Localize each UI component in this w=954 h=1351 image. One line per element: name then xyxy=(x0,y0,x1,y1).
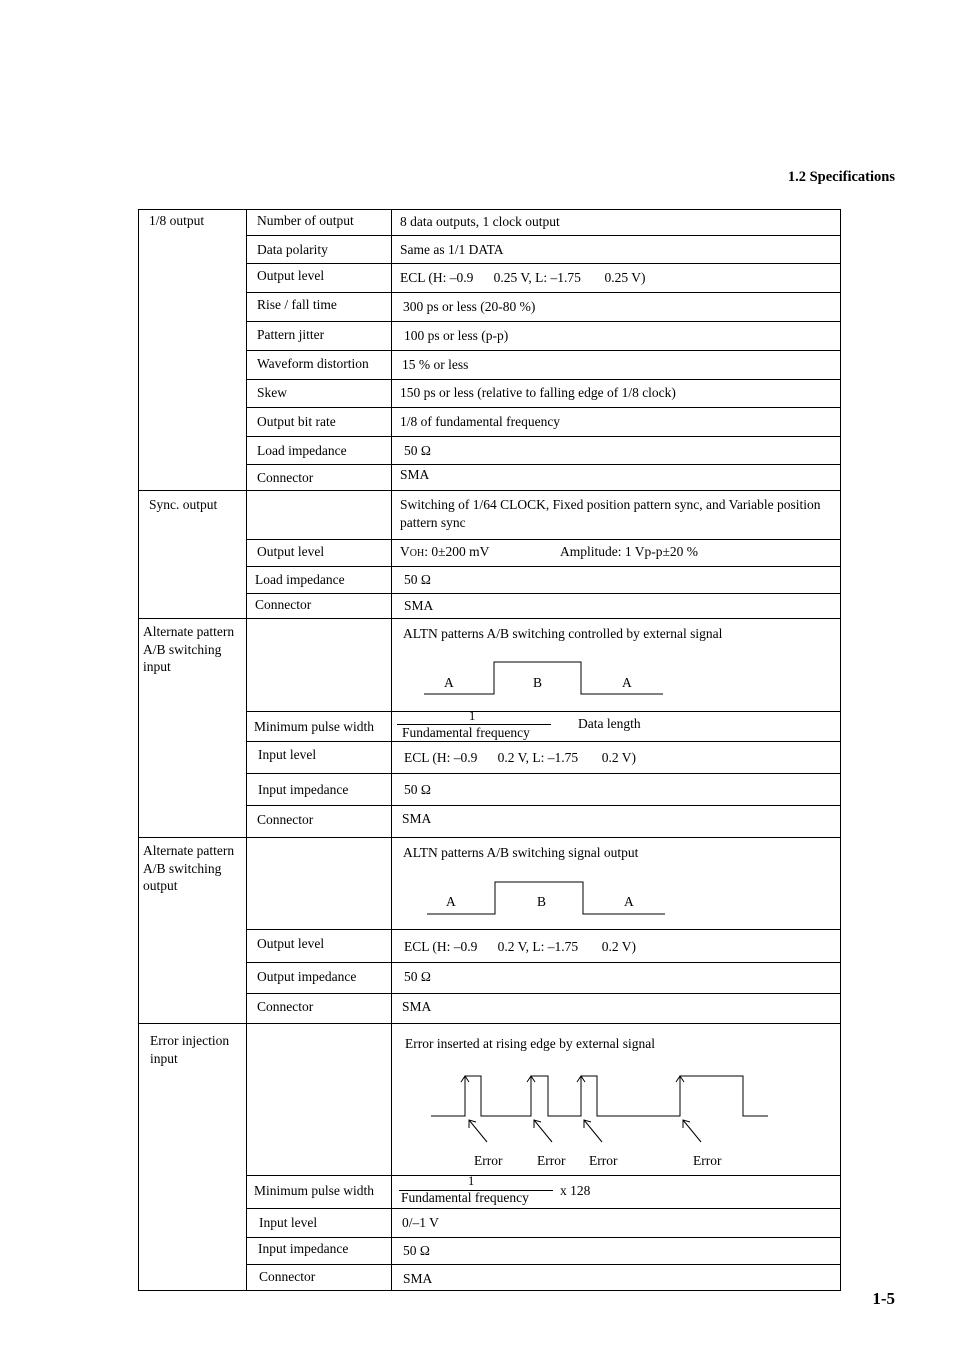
label-output-bit-rate: Output bit rate xyxy=(257,414,336,429)
value-sync-voh: VOH: 0±200 mV xyxy=(400,544,490,559)
value-altn-input-description: ALTN patterns A/B switching controlled by external signal xyxy=(403,626,723,641)
error-multiplier: x 128 xyxy=(560,1183,591,1198)
error-fraction-denominator: Fundamental frequency xyxy=(401,1190,529,1205)
value-error-input-impedance: 50 Ω xyxy=(403,1243,430,1258)
value-output-level: ECL (H: –0.9 0.25 V, L: –1.75 0.25 V) xyxy=(400,270,646,285)
altn-output-wave-label-a2: A xyxy=(624,894,634,909)
value-number-of-output: 8 data outputs, 1 clock output xyxy=(400,214,560,229)
value-error-connector: SMA xyxy=(403,1271,433,1286)
label-connector: Connector xyxy=(257,470,314,485)
altn-input-wave-label-a1: A xyxy=(444,675,454,690)
value-altn-input-connector: SMA xyxy=(402,811,432,826)
value-altn-input-impedance: 50 Ω xyxy=(404,782,431,797)
error-label-1: Error xyxy=(474,1153,503,1168)
value-waveform-distortion: 15 % or less xyxy=(402,357,469,372)
label-error-input-impedance: Input impedance xyxy=(258,1241,349,1256)
label-waveform-distortion: Waveform distortion xyxy=(257,356,369,371)
label-altn-input-level: Input level xyxy=(258,747,317,762)
value-sync-load-impedance: 50 Ω xyxy=(404,572,431,587)
label-altn-input-connector: Connector xyxy=(257,812,314,827)
error-label-3: Error xyxy=(589,1153,618,1168)
value-sync-connector: SMA xyxy=(404,598,434,613)
column-divider-2 xyxy=(391,210,392,1290)
altn-output-wave-label-b: B xyxy=(537,894,547,909)
column-divider-1 xyxy=(246,210,247,1290)
group-label-altn-input: Alternate pattern A/B switching input xyxy=(143,624,235,674)
specifications-table xyxy=(138,209,841,1291)
error-fraction-numerator: 1 xyxy=(468,1174,475,1188)
value-skew: 150 ps or less (relative to falling edge of 1/8 clock) xyxy=(400,385,676,400)
value-load-impedance: 50 Ω xyxy=(404,443,431,458)
value-altn-output-description: ALTN patterns A/B switching signal output xyxy=(403,845,639,860)
label-rise-fall-time: Rise / fall time xyxy=(257,297,337,312)
value-altn-output-connector: SMA xyxy=(402,999,432,1014)
altn-input-data-length: Data length xyxy=(578,716,641,731)
altn-input-fraction-denominator: Fundamental frequency xyxy=(402,725,530,740)
altn-input-wave-label-a2: A xyxy=(622,675,632,690)
value-output-bit-rate: 1/8 of fundamental frequency xyxy=(400,414,561,429)
label-output-level: Output level xyxy=(257,268,325,283)
value-rise-fall-time: 300 ps or less (20-80 %) xyxy=(403,299,536,314)
label-altn-input-min-pulse-width: Minimum pulse width xyxy=(254,719,375,734)
value-altn-output-level: ECL (H: –0.9 0.2 V, L: –1.75 0.2 V) xyxy=(404,939,637,954)
label-altn-output-level: Output level xyxy=(257,936,325,951)
value-data-polarity: Same as 1/1 DATA xyxy=(400,242,504,257)
value-error-injection-description: Error inserted at rising edge by external signal xyxy=(405,1036,656,1051)
value-altn-input-level: ECL (H: –0.9 0.2 V, L: –1.75 0.2 V) xyxy=(404,750,637,765)
value-connector: SMA xyxy=(400,467,430,482)
label-altn-output-connector: Connector xyxy=(257,999,314,1014)
group-label-sync-output: Sync. output xyxy=(149,497,218,512)
altn-input-fraction-numerator: 1 xyxy=(469,709,476,723)
value-sync-amplitude: Amplitude: 1 Vp-p±20 % xyxy=(560,544,699,559)
section-header: 1.2 Specifications xyxy=(787,169,895,185)
value-sync-description: Switching of 1/64 CLOCK, Fixed position pattern sync, and Variable position pattern sync xyxy=(400,497,821,530)
group-label-eighth-output: 1/8 output xyxy=(149,213,205,228)
value-altn-output-impedance: 50 Ω xyxy=(404,969,431,984)
value-pattern-jitter: 100 ps or less (p-p) xyxy=(404,328,509,343)
label-pattern-jitter: Pattern jitter xyxy=(257,327,325,342)
label-sync-connector: Connector xyxy=(255,597,312,612)
error-label-2: Error xyxy=(537,1153,566,1168)
label-skew: Skew xyxy=(257,385,287,400)
label-data-polarity: Data polarity xyxy=(257,242,328,257)
label-error-connector: Connector xyxy=(259,1269,316,1284)
error-label-4: Error xyxy=(693,1153,722,1168)
label-sync-load-impedance: Load impedance xyxy=(255,572,345,587)
value-error-input-level: 0/–1 V xyxy=(402,1215,439,1230)
label-error-min-pulse-width: Minimum pulse width xyxy=(254,1183,375,1198)
label-altn-input-impedance: Input impedance xyxy=(258,782,349,797)
label-load-impedance: Load impedance xyxy=(257,443,347,458)
label-altn-output-impedance: Output impedance xyxy=(257,969,357,984)
page-number: 1-5 xyxy=(872,1289,895,1308)
altn-output-wave-label-a1: A xyxy=(446,894,456,909)
group-label-altn-output: Alternate pattern A/B switching output xyxy=(143,843,235,893)
label-error-input-level: Input level xyxy=(259,1215,318,1230)
altn-input-wave-label-b: B xyxy=(533,675,543,690)
label-sync-output-level: Output level xyxy=(257,544,325,559)
label-number-of-output: Number of output xyxy=(257,213,354,228)
group-label-error-injection: Error injection input xyxy=(150,1033,230,1066)
